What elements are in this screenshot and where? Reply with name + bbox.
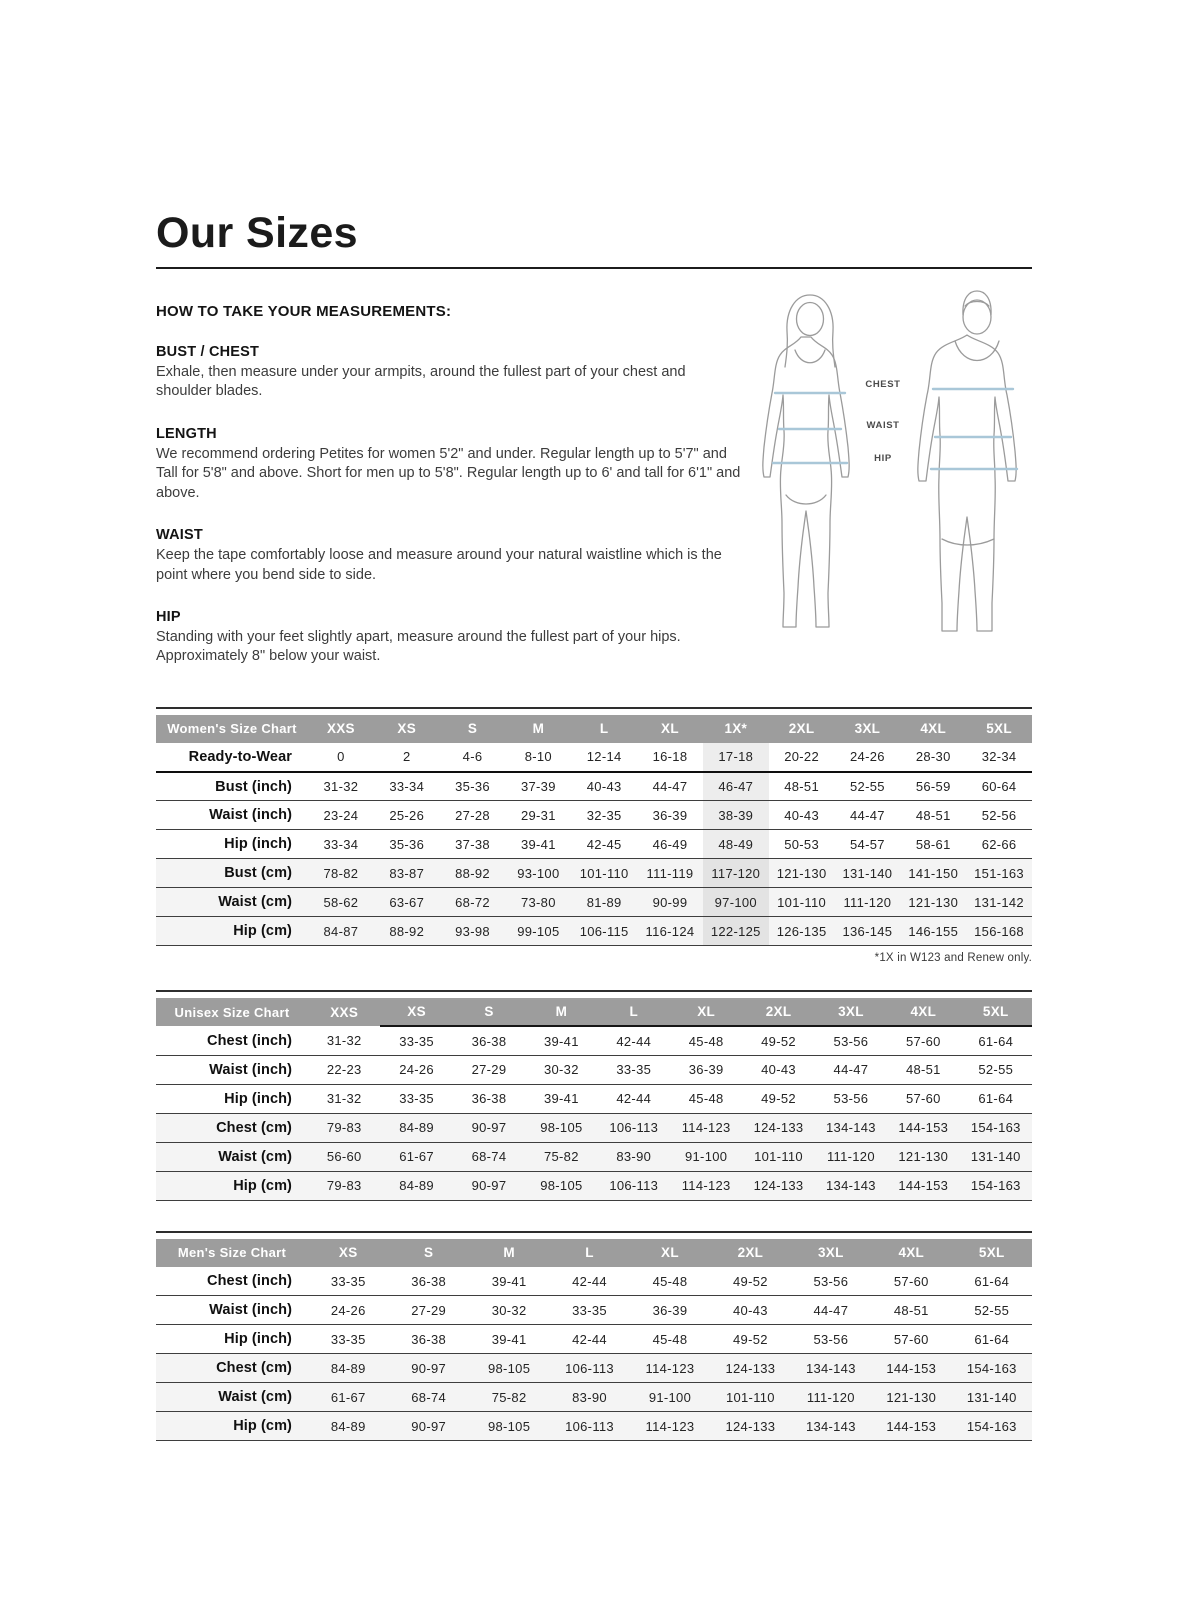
unisex-size-table (156, 998, 1032, 1201)
size-cell: 61-64 (978, 1091, 1014, 1107)
size-cell: 60-64 (981, 779, 1017, 795)
size-cell: 111-119 (637, 859, 703, 888)
size-table-row (156, 1325, 1032, 1354)
size-column-header: S (453, 998, 525, 1026)
section-title: WAIST (156, 527, 203, 544)
size-cell: 36-38 (471, 1033, 507, 1049)
size-cell: 83-87 (374, 859, 440, 888)
row-label: Hip (inch) (224, 1331, 292, 1348)
size-column-header: XL (670, 998, 742, 1026)
size-cell: 154-163 (960, 1171, 1032, 1200)
instructions-heading: HOW TO TAKE YOUR MEASUREMENTS: (156, 303, 452, 320)
size-cell: 121-130 (871, 1383, 951, 1412)
section-title: LENGTH (156, 425, 217, 442)
size-cell: 101-110 (742, 1142, 814, 1171)
section-length (156, 426, 741, 503)
size-cell: 54-57 (850, 836, 885, 852)
size-table-row (156, 917, 1032, 946)
section-title: BUST / CHEST (156, 344, 260, 360)
size-cell: 111-120 (835, 888, 901, 917)
size-cell: 45-48 (688, 1033, 724, 1049)
row-label: Waist (cm) (156, 1142, 308, 1171)
size-cell: 8-10 (524, 749, 552, 765)
size-cell: 24-26 (399, 1062, 434, 1078)
size-cell: 37-39 (520, 779, 556, 795)
size-cell: 84-89 (380, 1113, 452, 1142)
size-table-row (156, 830, 1032, 859)
man-figure (918, 291, 1016, 631)
size-cell: 154-163 (952, 1354, 1033, 1383)
page-title: Our Sizes (156, 209, 358, 257)
size-cell: 46-47 (703, 772, 769, 801)
section-hip (156, 609, 741, 667)
size-cell: 39-41 (491, 1273, 527, 1289)
size-column-header: L (598, 998, 670, 1026)
size-column-header: XL (637, 715, 703, 743)
size-cell: 36-38 (411, 1331, 447, 1347)
size-cell: 154-163 (952, 1412, 1033, 1441)
section-bust-chest (156, 344, 741, 402)
size-cell: 40-43 (586, 779, 622, 795)
size-column-header: 3XL (835, 715, 901, 743)
section-body: We recommend ordering Petites for women 5'2" and under. Regular length up to 5'7" and Tall for 5'8" and above. Short for men up to 5'8". Regular length up to 6' and tall for 6'1" and above. (156, 445, 741, 501)
measurement-figures-illustration (737, 287, 1042, 639)
size-cell: 12-14 (586, 749, 622, 765)
waist-label: WAIST (866, 420, 900, 431)
size-cell: 75-82 (469, 1383, 549, 1412)
size-cell: 121-130 (900, 888, 966, 917)
section-title: HIP (156, 608, 181, 625)
size-cell: 141-150 (900, 859, 966, 888)
size-cell: 49-52 (733, 1331, 768, 1347)
size-cell: 136-145 (835, 917, 901, 946)
size-cell: 22-23 (326, 1062, 362, 1078)
size-cell: 106-113 (549, 1412, 629, 1441)
size-cell: 16-18 (652, 749, 688, 765)
size-cell: 40-43 (761, 1062, 796, 1078)
size-cell: 90-99 (637, 888, 703, 917)
size-cell: 50-53 (784, 836, 819, 852)
size-table-row (156, 1267, 1032, 1296)
size-cell: 23-24 (323, 807, 359, 823)
size-cell: 84-89 (308, 1412, 388, 1441)
size-cell: 99-105 (505, 917, 571, 946)
size-cell: 30-32 (543, 1062, 579, 1078)
instructions-text-column (156, 303, 741, 667)
size-cell: 134-143 (791, 1412, 871, 1441)
row-label: Chest (inch) (207, 1273, 292, 1290)
size-column-header: M (505, 715, 571, 743)
womens-size-chart (156, 707, 1032, 965)
size-cell: 68-72 (440, 888, 506, 917)
size-cell: 144-153 (887, 1113, 959, 1142)
section-body: Standing with your feet slightly apart, measure around the fullest part of your hips. Approximately 8" below your waist. (156, 628, 681, 665)
size-cell: 111-120 (815, 1142, 887, 1171)
size-table-row (156, 1055, 1032, 1084)
size-cell: 57-60 (905, 1091, 941, 1107)
size-column-header: 3XL (815, 998, 887, 1026)
size-cell: 124-133 (742, 1171, 814, 1200)
size-cell: 48-49 (703, 830, 769, 859)
size-cell: 75-82 (525, 1142, 597, 1171)
size-cell: 146-155 (900, 917, 966, 946)
size-cell: 98-105 (525, 1113, 597, 1142)
size-column-header: M (469, 1239, 549, 1267)
row-label: Waist (inch) (209, 807, 292, 824)
size-cell: 42-44 (616, 1091, 652, 1107)
size-cell: 106-113 (549, 1354, 629, 1383)
size-cell: 61-64 (974, 1331, 1010, 1347)
size-cell: 27-29 (471, 1062, 507, 1078)
size-cell: 84-89 (308, 1354, 388, 1383)
size-cell: 114-123 (670, 1113, 742, 1142)
row-label: Hip (cm) (156, 1412, 308, 1441)
size-cell: 36-38 (411, 1273, 447, 1289)
size-cell: 42-44 (572, 1331, 607, 1347)
size-cell: 62-66 (981, 836, 1017, 852)
size-cell: 101-110 (769, 888, 835, 917)
mens-size-chart (156, 1231, 1032, 1442)
row-label: Hip (cm) (156, 1171, 308, 1200)
table-title: Men's Size Chart (156, 1239, 308, 1267)
size-cell: 33-34 (389, 779, 425, 795)
size-cell: 84-89 (380, 1171, 452, 1200)
size-column-header: 2XL (710, 1239, 790, 1267)
size-cell: 40-43 (733, 1302, 768, 1318)
size-cell: 32-35 (586, 807, 622, 823)
size-cell: 36-39 (652, 1302, 688, 1318)
size-cell: 61-64 (974, 1273, 1010, 1289)
size-cell: 88-92 (374, 917, 440, 946)
size-table-row (156, 1171, 1032, 1200)
size-cell: 52-55 (978, 1062, 1014, 1078)
size-cell: 27-29 (411, 1302, 447, 1318)
size-column-header: 5XL (960, 998, 1032, 1026)
size-cell: 134-143 (815, 1113, 887, 1142)
size-column-header: XS (380, 998, 452, 1026)
size-cell: 44-47 (813, 1302, 849, 1318)
size-cell: 117-120 (703, 859, 769, 888)
size-cell: 33-35 (330, 1273, 366, 1289)
size-table-header-row (156, 715, 1032, 743)
size-cell: 45-48 (652, 1273, 688, 1289)
section-body: Keep the tape comfortably loose and measure around your natural waistline which is the point where you bend side to side. (156, 547, 722, 583)
size-cell: 144-153 (871, 1412, 951, 1441)
size-table-header-row (156, 998, 1032, 1026)
size-cell: 134-143 (815, 1171, 887, 1200)
size-cell: 39-41 (491, 1331, 527, 1347)
size-table-row (156, 1354, 1032, 1383)
size-table-header-row (156, 1239, 1032, 1267)
size-cell: 121-130 (887, 1142, 959, 1171)
row-label: Hip (cm) (156, 917, 308, 946)
size-cell: 58-61 (915, 836, 951, 852)
size-column-header: L (571, 715, 637, 743)
size-cell: 61-64 (978, 1033, 1014, 1049)
size-cell: 91-100 (630, 1383, 710, 1412)
size-cell: 25-26 (389, 807, 425, 823)
size-cell: 111-120 (791, 1383, 871, 1412)
size-column-header: XS (374, 715, 440, 743)
size-table-row (156, 743, 1032, 772)
size-cell: 36-39 (652, 807, 688, 823)
size-cell: 83-90 (549, 1383, 629, 1412)
size-cell: 68-74 (453, 1142, 525, 1171)
size-cell: 48-51 (915, 807, 951, 823)
size-cell: 49-52 (761, 1033, 796, 1049)
row-label: Bust (cm) (156, 859, 308, 888)
size-cell: 98-105 (469, 1412, 549, 1441)
chest-label: CHEST (865, 379, 901, 390)
size-cell: 44-47 (652, 779, 688, 795)
size-cell: 88-92 (440, 859, 506, 888)
size-cell: 33-34 (323, 836, 359, 852)
size-cell: 46-49 (652, 836, 688, 852)
size-table-row (156, 1296, 1032, 1325)
row-label: Hip (inch) (224, 1090, 292, 1107)
size-cell: 44-47 (850, 807, 885, 823)
size-cell: 24-26 (850, 749, 885, 765)
size-table-row (156, 1142, 1032, 1171)
size-cell: 83-90 (598, 1142, 670, 1171)
size-cell: 61-67 (380, 1142, 452, 1171)
size-cell: 31-32 (326, 1033, 362, 1049)
size-cell: 124-133 (710, 1412, 790, 1441)
section-waist (156, 527, 741, 585)
size-cell: 79-83 (308, 1171, 380, 1200)
size-cell: 52-55 (974, 1302, 1010, 1318)
size-cell: 35-36 (389, 836, 425, 852)
size-column-header: L (549, 1239, 629, 1267)
size-cell: 57-60 (905, 1033, 941, 1049)
size-table-row (156, 888, 1032, 917)
size-cell: 33-35 (572, 1302, 607, 1318)
size-cell: 17-18 (703, 743, 769, 772)
size-cell: 2 (402, 749, 411, 765)
size-cell: 31-32 (326, 1091, 362, 1107)
row-label: Chest (inch) (207, 1032, 292, 1049)
size-cell: 90-97 (388, 1412, 468, 1441)
size-cell: 49-52 (733, 1273, 768, 1289)
size-cell: 37-38 (455, 836, 490, 852)
size-cell: 31-32 (323, 779, 359, 795)
size-cell: 30-32 (491, 1302, 527, 1318)
size-cell: 106-113 (598, 1113, 670, 1142)
size-cell: 93-100 (505, 859, 571, 888)
size-column-header: 5XL (966, 715, 1032, 743)
size-cell: 53-56 (833, 1091, 869, 1107)
size-cell: 114-123 (670, 1171, 742, 1200)
size-cell: 39-41 (543, 1091, 579, 1107)
size-cell: 122-125 (703, 917, 769, 946)
row-label: Waist (cm) (156, 1383, 308, 1412)
size-cell: 79-83 (308, 1113, 380, 1142)
size-cell: 124-133 (742, 1113, 814, 1142)
size-cell: 33-35 (399, 1091, 434, 1107)
size-cell: 4-6 (462, 749, 483, 765)
size-table-row (156, 1113, 1032, 1142)
size-column-header: XXS (308, 998, 380, 1026)
size-cell: 114-123 (630, 1412, 710, 1441)
size-cell: 39-41 (520, 836, 556, 852)
size-cell: 84-87 (308, 917, 374, 946)
size-chart-footnote: *1X in W123 and Renew only. (874, 952, 1032, 965)
row-label: Waist (inch) (209, 1061, 292, 1078)
size-column-header: 2XL (769, 715, 835, 743)
size-column-header: 4XL (871, 1239, 951, 1267)
size-column-header: 3XL (791, 1239, 871, 1267)
size-cell: 28-30 (915, 749, 951, 765)
section-body: Exhale, then measure under your armpits, around the fullest part of your chest and shoulder blades. (156, 364, 686, 400)
size-table-row (156, 1084, 1032, 1113)
size-cell: 38-39 (703, 801, 769, 830)
size-cell: 131-140 (952, 1383, 1033, 1412)
row-label: Waist (cm) (156, 888, 308, 917)
size-cell: 116-124 (637, 917, 703, 946)
woman-figure (763, 295, 849, 627)
size-cell: 144-153 (887, 1171, 959, 1200)
size-cell: 33-35 (616, 1062, 652, 1078)
size-cell: 156-168 (966, 917, 1032, 946)
row-label: Hip (inch) (224, 836, 292, 853)
size-column-header: 1X* (703, 715, 769, 743)
size-cell: 52-56 (981, 807, 1017, 823)
size-cell: 81-89 (571, 888, 637, 917)
size-table-row (156, 772, 1032, 801)
table-title: Women's Size Chart (156, 715, 308, 743)
size-cell: 126-135 (769, 917, 835, 946)
size-cell: 154-163 (960, 1113, 1032, 1142)
size-table-row (156, 859, 1032, 888)
size-cell: 42-45 (586, 836, 622, 852)
size-cell: 53-56 (833, 1033, 869, 1049)
size-cell: 20-22 (784, 749, 819, 765)
size-cell: 48-51 (905, 1062, 941, 1078)
size-cell: 63-67 (374, 888, 440, 917)
size-cell: 35-36 (455, 779, 490, 795)
womens-size-table (156, 715, 1032, 947)
size-cell: 42-44 (616, 1033, 652, 1049)
size-cell: 90-97 (453, 1171, 525, 1200)
size-cell: 98-105 (525, 1171, 597, 1200)
row-label: Chest (cm) (156, 1113, 308, 1142)
size-column-header: 5XL (952, 1239, 1033, 1267)
hip-label: HIP (874, 453, 892, 464)
size-column-header: S (440, 715, 506, 743)
size-column-header: 4XL (887, 998, 959, 1026)
size-cell: 27-28 (455, 807, 490, 823)
size-cell: 131-142 (966, 888, 1032, 917)
size-cell: 56-59 (915, 779, 951, 795)
size-cell: 53-56 (813, 1331, 849, 1347)
size-cell: 106-115 (571, 917, 637, 946)
size-column-header: XL (630, 1239, 710, 1267)
size-cell: 48-51 (784, 779, 819, 795)
body-outline-figures (737, 287, 1042, 639)
size-cell: 114-123 (630, 1354, 710, 1383)
row-label: Waist (inch) (209, 1302, 292, 1319)
size-cell: 106-113 (598, 1171, 670, 1200)
size-cell: 33-35 (399, 1033, 434, 1049)
size-cell: 97-100 (703, 888, 769, 917)
size-cell: 42-44 (572, 1273, 607, 1289)
size-cell: 91-100 (670, 1142, 742, 1171)
size-column-header: M (525, 998, 597, 1026)
size-cell: 32-34 (981, 749, 1017, 765)
size-cell: 93-98 (440, 917, 506, 946)
size-cell: 45-48 (688, 1091, 724, 1107)
size-cell: 131-140 (835, 859, 901, 888)
size-table-row (156, 801, 1032, 830)
size-cell: 29-31 (520, 807, 556, 823)
size-cell: 49-52 (761, 1091, 796, 1107)
size-cell: 39-41 (543, 1033, 579, 1049)
size-table-row (156, 1383, 1032, 1412)
table-title: Unisex Size Chart (156, 998, 308, 1026)
size-cell: 36-39 (688, 1062, 724, 1078)
size-cell: 58-62 (308, 888, 374, 917)
size-cell: 61-67 (308, 1383, 388, 1412)
size-cell: 151-163 (966, 859, 1032, 888)
title-divider (156, 267, 1032, 269)
size-cell: 44-47 (833, 1062, 869, 1078)
size-cell: 134-143 (791, 1354, 871, 1383)
size-column-header: 2XL (742, 998, 814, 1026)
unisex-size-chart (156, 990, 1032, 1201)
row-label: Chest (cm) (156, 1354, 308, 1383)
size-cell: 56-60 (308, 1142, 380, 1171)
size-cell: 90-97 (453, 1113, 525, 1142)
size-table-row (156, 1026, 1032, 1055)
size-cell: 53-56 (813, 1273, 849, 1289)
size-cell: 24-26 (330, 1302, 366, 1318)
mens-size-table (156, 1239, 1032, 1442)
size-cell: 68-74 (388, 1383, 468, 1412)
size-cell: 73-80 (505, 888, 571, 917)
size-column-header: 4XL (900, 715, 966, 743)
size-cell: 121-130 (769, 859, 835, 888)
size-column-header: S (388, 1239, 468, 1267)
size-cell: 36-38 (471, 1091, 507, 1107)
size-cell: 131-140 (960, 1142, 1032, 1171)
size-column-header: XS (308, 1239, 388, 1267)
size-cell: 57-60 (893, 1273, 929, 1289)
size-cell: 90-97 (388, 1354, 468, 1383)
size-table-row (156, 1412, 1032, 1441)
row-label: Bust (inch) (215, 778, 292, 795)
size-cell: 45-48 (652, 1331, 688, 1347)
size-cell: 101-110 (710, 1383, 790, 1412)
size-cell: 52-55 (850, 779, 885, 795)
size-column-header: XXS (308, 715, 374, 743)
size-cell: 78-82 (308, 859, 374, 888)
size-cell: 33-35 (330, 1331, 366, 1347)
size-cell: 40-43 (784, 807, 819, 823)
measurement-instructions (156, 303, 1032, 667)
size-cell: 98-105 (469, 1354, 549, 1383)
size-cell: 124-133 (710, 1354, 790, 1383)
size-cell: 101-110 (571, 859, 637, 888)
size-cell: 57-60 (893, 1331, 929, 1347)
row-label: Ready-to-Wear (188, 748, 292, 765)
size-cell: 144-153 (871, 1354, 951, 1383)
size-cell: 48-51 (893, 1302, 929, 1318)
size-cell: 0 (337, 749, 345, 765)
